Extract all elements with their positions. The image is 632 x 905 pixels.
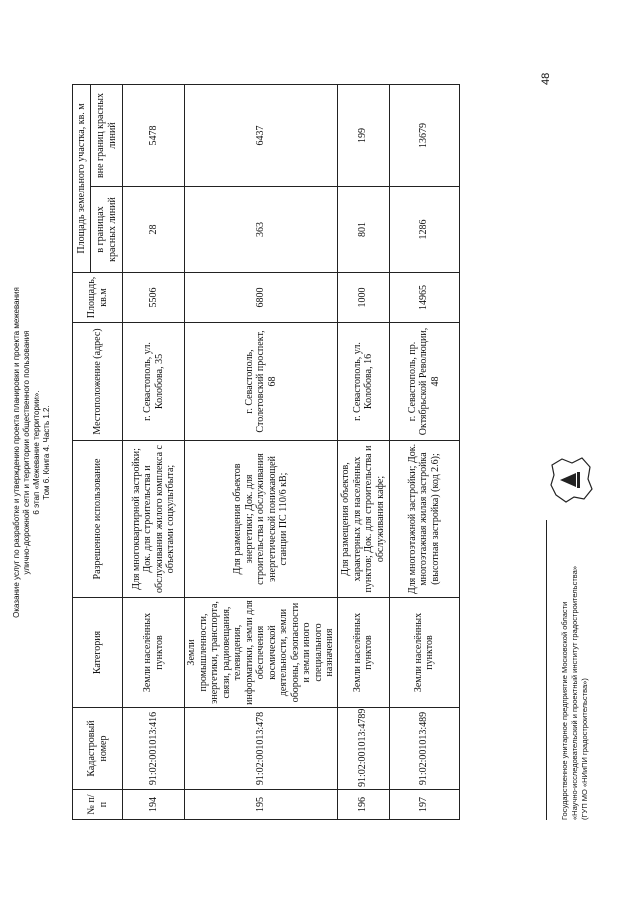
cell-location: г. Севастополь, ул. Колобова, 16 [337, 323, 389, 441]
header-cadastral: Кадастровый номер [73, 708, 123, 790]
cell-num: 194 [123, 790, 185, 820]
table-row [185, 85, 338, 820]
cell-cadastral: 91:02:001013:478 [185, 708, 338, 790]
cell-outside: 13679 [389, 85, 459, 187]
cell-category: Земли населённых пунктов [123, 598, 185, 708]
land-plots-table [72, 84, 460, 820]
cell-usage: Для размещения объектов, характерных для населённых пунктов; Док. для строительства и обслуживания кафе; [337, 441, 389, 598]
cell-usage: Для многоэтажной застройки; Док. многоэтажная жилая застройка (высотная застройка) (код 2.6); [389, 441, 459, 598]
footer-line-1: Государственное унитарное предприятие Московской области [560, 601, 569, 820]
cell-num: 195 [185, 790, 338, 820]
cell-outside: 5478 [123, 85, 185, 187]
header-num: № п/п [73, 790, 123, 820]
table-row [337, 85, 389, 820]
header-area: Площадь, кв.м [73, 273, 123, 323]
footer-line-2: «Научно-исследовательский и проектный институт градостроительства» [570, 566, 579, 820]
cell-num: 197 [389, 790, 459, 820]
cell-area: 6800 [185, 273, 338, 323]
cell-area: 1000 [337, 273, 389, 323]
cell-inside: 801 [337, 187, 389, 273]
footer-divider [546, 520, 547, 820]
page-number: 48 [540, 72, 552, 85]
cell-category: Земли промышленности, энергетики, транспорта, связи, радиовещания, телевидения, информатики, земли для обеспечения космической деятельности, земли обороны, безопасности и земли иного специального назначения [185, 598, 338, 708]
cell-outside: 6437 [185, 85, 338, 187]
table-row [123, 85, 185, 820]
cell-area: 5506 [123, 273, 185, 323]
cell-cadastral: 91:02:001013:489 [389, 708, 459, 790]
cell-location: г. Севастополь, ул. Колобова, 35 [123, 323, 185, 441]
cell-cadastral: 91:02:001013:416 [123, 708, 185, 790]
cell-inside: 28 [123, 187, 185, 273]
cell-num: 196 [337, 790, 389, 820]
header-plot-area: Площадь земельного участка, кв. м [73, 85, 91, 273]
header-line-4: Том 6. Книга 4. Часть 1.2. [42, 405, 51, 500]
institute-logo-icon [548, 455, 594, 505]
header-category: Категория [73, 598, 123, 708]
header-line-3: 6 этап «Межевание территории». [32, 390, 41, 515]
cell-area: 14965 [389, 273, 459, 323]
cell-cadastral: 91:02:001013:4789 [337, 708, 389, 790]
cell-category: Земли населённых пунктов [389, 598, 459, 708]
header-location: Местоположение (адрес) [73, 323, 123, 441]
header-line-1: Оказание услуг по разработке и утверждению проекта планировки и проекта межевания [12, 287, 21, 618]
header-usage: Разрешенное использование [73, 441, 123, 598]
footer-block [560, 566, 590, 820]
cell-inside: 363 [185, 187, 338, 273]
cell-location: г. Севастополь, пр. Октябрьской Революции, 48 [389, 323, 459, 441]
cell-outside: 199 [337, 85, 389, 187]
cell-inside: 1286 [389, 187, 459, 273]
table-row [389, 85, 459, 820]
cell-category: Земли населённых пунктов [337, 598, 389, 708]
cell-usage: Для многоквартирной застройки; Док. для строительства и обслуживания жилого комплекса с объектами соцкультбыта; [123, 441, 185, 598]
header-outside: вне границ красных линий [91, 85, 123, 187]
footer-line-3: (ГУП МО «НИиПИ градостроительства») [580, 678, 589, 820]
header-line-2: улично-дорожной сети и территории общественного пользования [22, 330, 31, 575]
header-inside: в границах красных линий [91, 187, 123, 273]
cell-location: г. Севастополь, Столетовский проспект, 68 [185, 323, 338, 441]
cell-usage: Для размещения объектов энергетики; Док. для строительства и обслуживания энергетической понижающей станции ПС 110/6 кВ; [185, 441, 338, 598]
